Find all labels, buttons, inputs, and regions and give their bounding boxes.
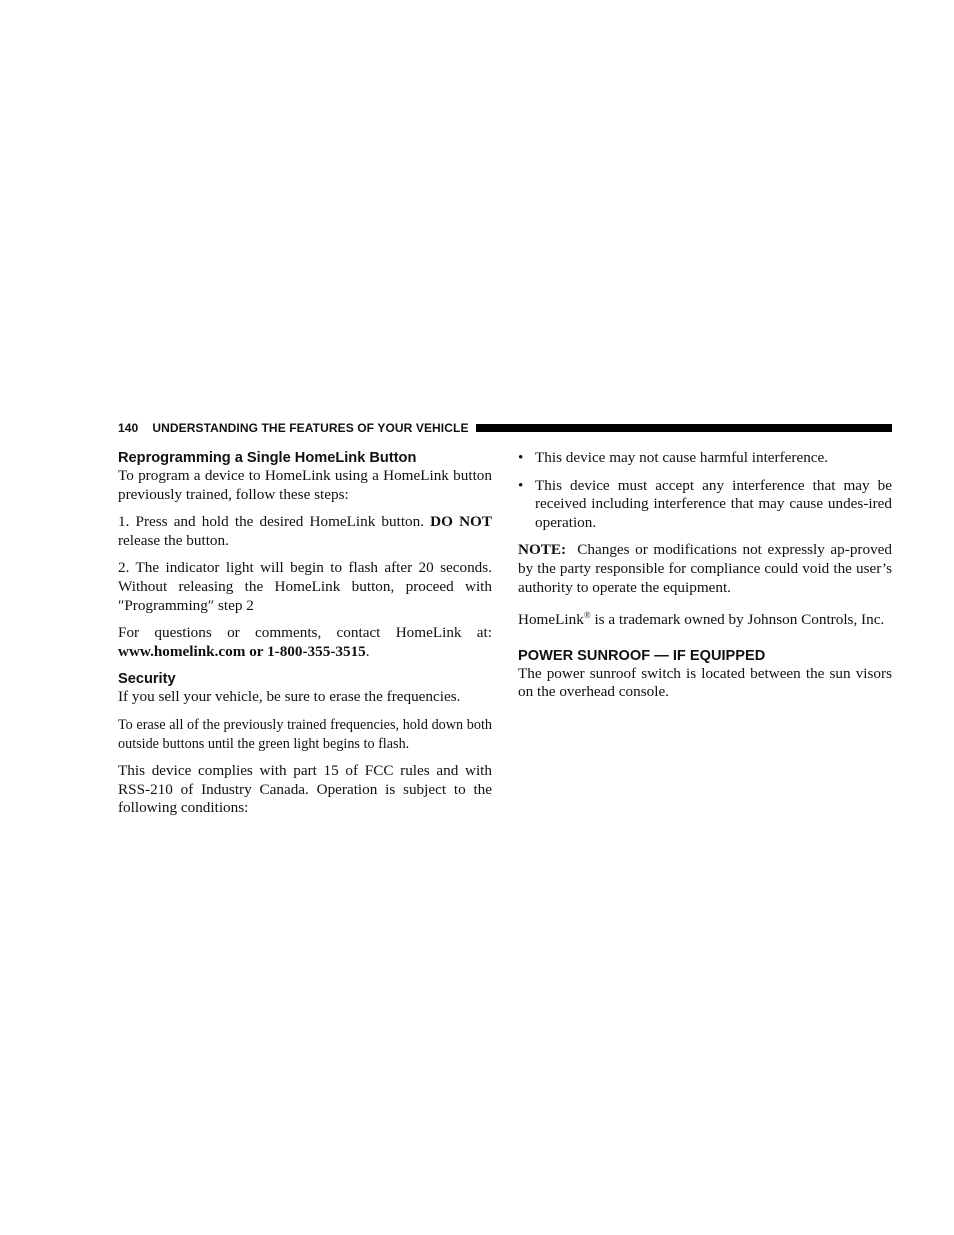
note-paragraph <box>518 541 896 597</box>
page-header <box>118 419 892 437</box>
section-title: UNDERSTANDING THE FEATURES OF YOUR VEHICLE <box>152 421 469 435</box>
contact-text-end: . <box>365 642 370 660</box>
heading-reprogramming: Reprogramming a Single HomeLink Button <box>118 450 417 466</box>
bullet-icon: • <box>518 476 524 494</box>
fcc-paragraph: This device complies with part 15 of FCC rules and with RSS-210 of Industry Canada. Operation is subject to the following conditions: <box>118 762 492 817</box>
contact-link: www.homelink.com or 1-800-355-3515 <box>118 642 366 660</box>
security-paragraph-2: To erase all of the previously trained frequencies, hold down both outside buttons until the green light begins to flash. <box>118 716 492 752</box>
list-item <box>518 449 892 468</box>
note-text: Changes or modifications not expressly ap-proved by the party responsible for compliance could void the user’s authority to operate the equipment. <box>518 541 896 596</box>
intro-paragraph: To program a device to HomeLink using a HomeLink button previously trained, follow these steps: <box>118 467 492 503</box>
header-rule <box>476 424 892 432</box>
list-item <box>518 477 892 533</box>
heading-security: Security <box>118 671 176 688</box>
contact-text: For questions or comments, contact HomeLink at: <box>118 624 492 642</box>
step-1-paragraph <box>118 513 492 550</box>
trademark-paragraph <box>518 606 892 630</box>
trademark-text-end: is a trademark owned by Johnson Controls, Inc. <box>590 611 885 629</box>
left-column <box>118 449 492 827</box>
security-paragraph-1: If you sell your vehicle, be sure to erase the frequencies. <box>118 688 461 706</box>
registered-mark: ® <box>583 610 591 621</box>
contact-paragraph <box>118 624 492 661</box>
page-number: 140 <box>118 421 139 435</box>
sunroof-paragraph: The power sunroof switch is located between the sun visors on the overhead console. <box>518 664 892 701</box>
step-1-text: 1. Press and hold the desired HomeLink button. <box>118 513 431 531</box>
heading-power-sunroof: POWER SUNROOF — IF EQUIPPED <box>518 647 766 664</box>
bullet-text: This device must accept any interference that may be received including interference that may cause undes-ired operation. <box>535 476 892 531</box>
step-2-paragraph: 2. The indicator light will begin to flash after 20 seconds. Without releasing the HomeLink button, proceed with ″Programming″ step 2 <box>118 559 492 614</box>
bullet-text: This device may not cause harmful interference. <box>535 449 829 466</box>
bullet-icon: • <box>518 449 524 466</box>
step-1-emphasis: DO NOT <box>430 513 492 531</box>
spacer <box>518 639 892 647</box>
trademark-text: HomeLink <box>518 611 584 629</box>
step-1-text-end: release the button. <box>118 531 229 549</box>
right-column <box>518 449 896 711</box>
note-label: NOTE: <box>518 541 567 559</box>
